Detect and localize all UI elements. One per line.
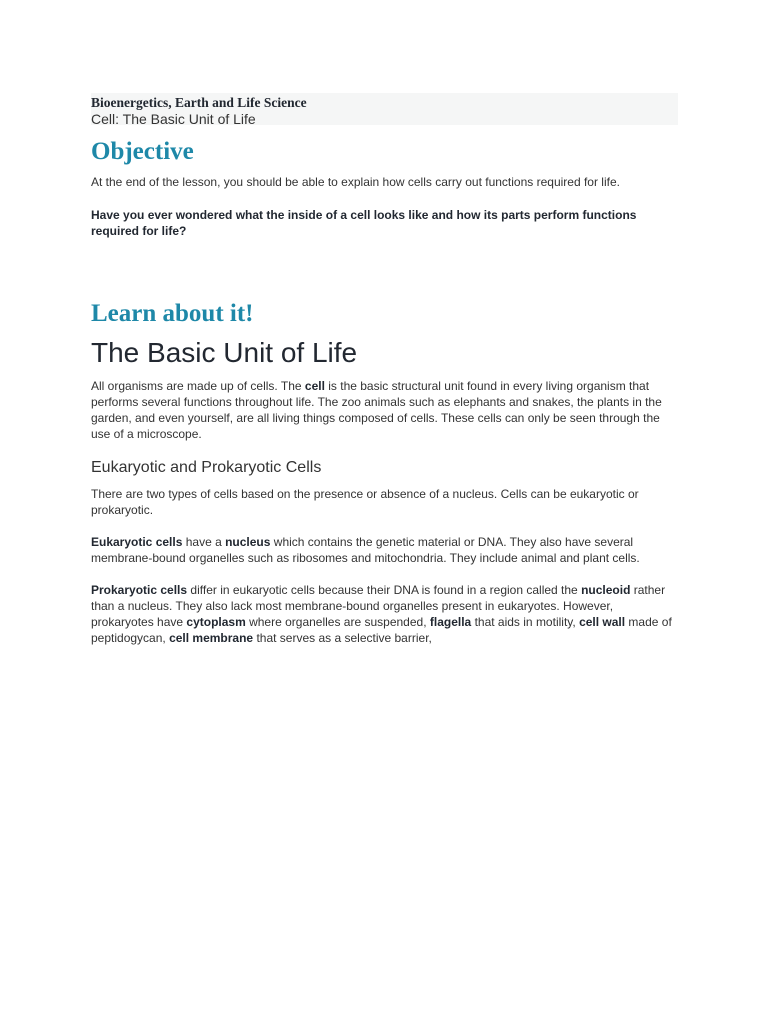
lesson-header — [91, 93, 678, 125]
lesson-title: Cell: The Basic Unit of Life — [91, 111, 256, 127]
term-flagella: flagella — [429, 615, 472, 629]
cell-types-paragraph: There are two types of cells based on the presence or absence of a nucleus. Cells can be eukaryotic or prokaryotic. — [91, 487, 639, 517]
eukaryotic-paragraph: Eukaryotic cells have a nucleus which contains the genetic material or DNA. They also have several membrane-bound organelles such as ribosomes and mitochondria. They include animal and plant cells. — [91, 535, 640, 565]
document-page — [91, 93, 678, 646]
objective-heading: Objective — [91, 138, 194, 165]
prokaryotic-paragraph: Prokaryotic cells differ in eukaryotic cells because their DNA is found in a region called the nucleoid rather than a nucleus. They also lack most membrane-bound organelles present in eukaryotes. However, prokaryotes have cytoplasm where organelles are suspended, flagella that aids in motility, cell wall made of peptidogycan, cell membrane that serves as a selective barrier, — [91, 583, 672, 645]
term-cytoplasm: cytoplasm — [186, 615, 246, 629]
guiding-question: Have you ever wondered what the inside of a cell looks like and how its parts perform functions required for life? — [91, 208, 637, 238]
course-title: Bioenergetics, Earth and Life Science — [91, 95, 307, 110]
term-cell: cell — [304, 379, 325, 393]
intro-paragraph: All organisms are made up of cells. The cell is the basic structural unit found in every living organism that performs several functions throughout life. The zoo animals such as elephants and snakes, the plants in the garden, and even yourself, are all living things composed of cells. These cells can only be seen through the use of a microscope. — [91, 379, 662, 441]
term-nucleus: nucleus — [225, 535, 271, 549]
term-cell-wall: cell wall — [579, 615, 626, 629]
main-title: The Basic Unit of Life — [91, 337, 358, 368]
learn-heading: Learn about it! — [91, 300, 254, 327]
cell-types-heading: Eukaryotic and Prokaryotic Cells — [91, 459, 322, 476]
term-nucleoid: nucleoid — [581, 583, 631, 597]
term-prokaryotic-cells: Prokaryotic cells — [91, 583, 188, 597]
objective-text: At the end of the lesson, you should be able to explain how cells carry out functions required for life. — [91, 175, 620, 189]
term-cell-membrane: cell membrane — [169, 631, 254, 645]
term-eukaryotic-cells: Eukaryotic cells — [91, 535, 183, 549]
